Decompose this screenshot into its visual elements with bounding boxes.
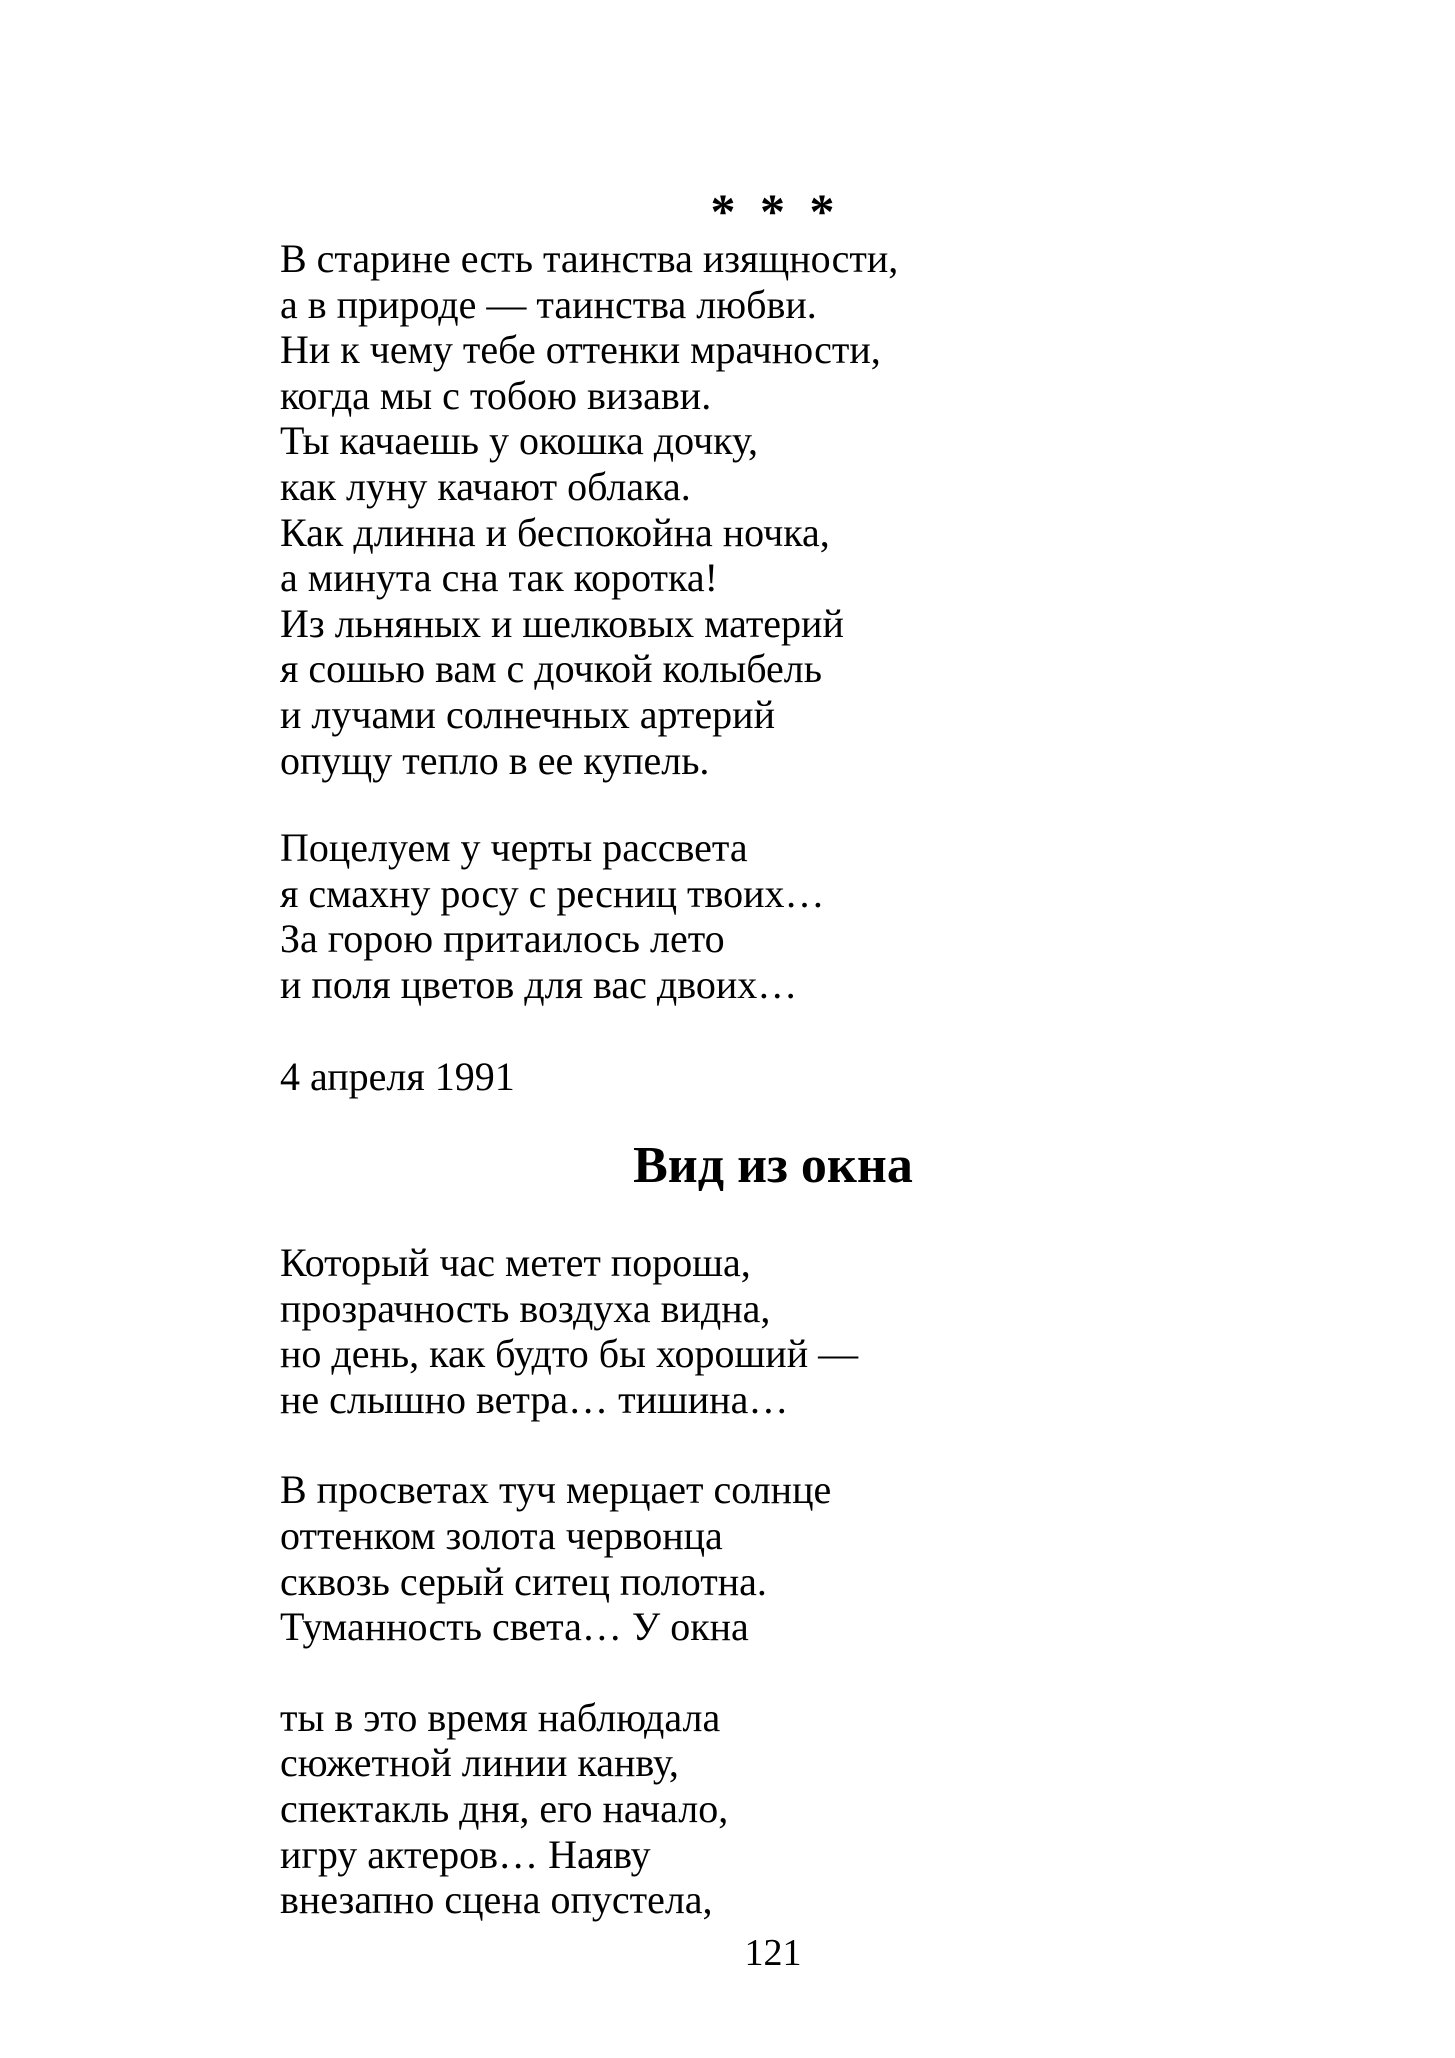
- poem-line: Который час метет пороша,: [280, 1240, 751, 1286]
- poem-line: не слышно ветра… тишина…: [280, 1376, 789, 1422]
- poem-line: и лучами солнечных артерий: [280, 691, 775, 737]
- poem-line: но день, как будто бы хороший —: [280, 1331, 859, 1377]
- poem-line: а в природе — таинства любви.: [280, 281, 817, 327]
- poem-line: За горою притаилось лето: [280, 916, 725, 962]
- poem-line: а минута сна так коротка!: [280, 555, 718, 601]
- poem-line: Туманность света… У окна: [280, 1604, 749, 1650]
- poem-line: Как длинна и беспокойна ночка,: [280, 509, 830, 555]
- poem1-stanza1: [280, 236, 1266, 783]
- section-divider-asterisks: * * *: [710, 183, 836, 239]
- poem-line: сквозь серый ситец полотна.: [280, 1558, 767, 1604]
- poem-line: оттенком золота червонца: [280, 1513, 723, 1559]
- poem2-stanza3: [280, 1695, 1266, 1923]
- page-number: 121: [744, 1931, 802, 1974]
- poem-line: Ты качаешь у окошка дочку,: [280, 418, 759, 464]
- poem1-stanza2: [280, 825, 1266, 1007]
- poem-line: игру актеров… Наяву: [280, 1831, 651, 1877]
- poem-line: когда мы с тобою визави.: [280, 372, 712, 418]
- poem2-stanza2: [280, 1467, 1266, 1649]
- poem-line: внезапно сцена опустела,: [280, 1877, 713, 1923]
- poem-line: я смахну росу с ресниц твоих…: [280, 870, 825, 916]
- poem2-title: Вид из окна: [633, 1137, 913, 1195]
- poem-line: и поля цветов для вас двоих…: [280, 961, 798, 1007]
- text-column: [280, 0, 1266, 1975]
- poem-line: как луну качают облака.: [280, 463, 691, 509]
- poem-line: Поцелуем у черты рассвета: [280, 825, 748, 871]
- poem2-stanza1: [280, 1240, 1266, 1422]
- poem-line: Ни к чему тебе оттенки мрачности,: [280, 327, 881, 373]
- poem-line: В просветах туч мерцает солнце: [280, 1467, 832, 1513]
- poem-line: Из льняных и шелковых материй: [280, 600, 844, 646]
- poem-line: опущу тепло в ее купель.: [280, 737, 710, 783]
- poem-line: спектакль дня, его начало,: [280, 1786, 729, 1832]
- poem1-date: 4 апреля 1991: [280, 1053, 515, 1099]
- poem-line: прозрачность воздуха видна,: [280, 1285, 771, 1331]
- poem-line: В старине есть таинства изящности,: [280, 236, 899, 281]
- poem-line: сюжетной линии канву,: [280, 1740, 679, 1786]
- poem-line: ты в это время наблюдала: [280, 1694, 721, 1740]
- poem-line: я сошью вам с дочкой колыбель: [280, 646, 822, 692]
